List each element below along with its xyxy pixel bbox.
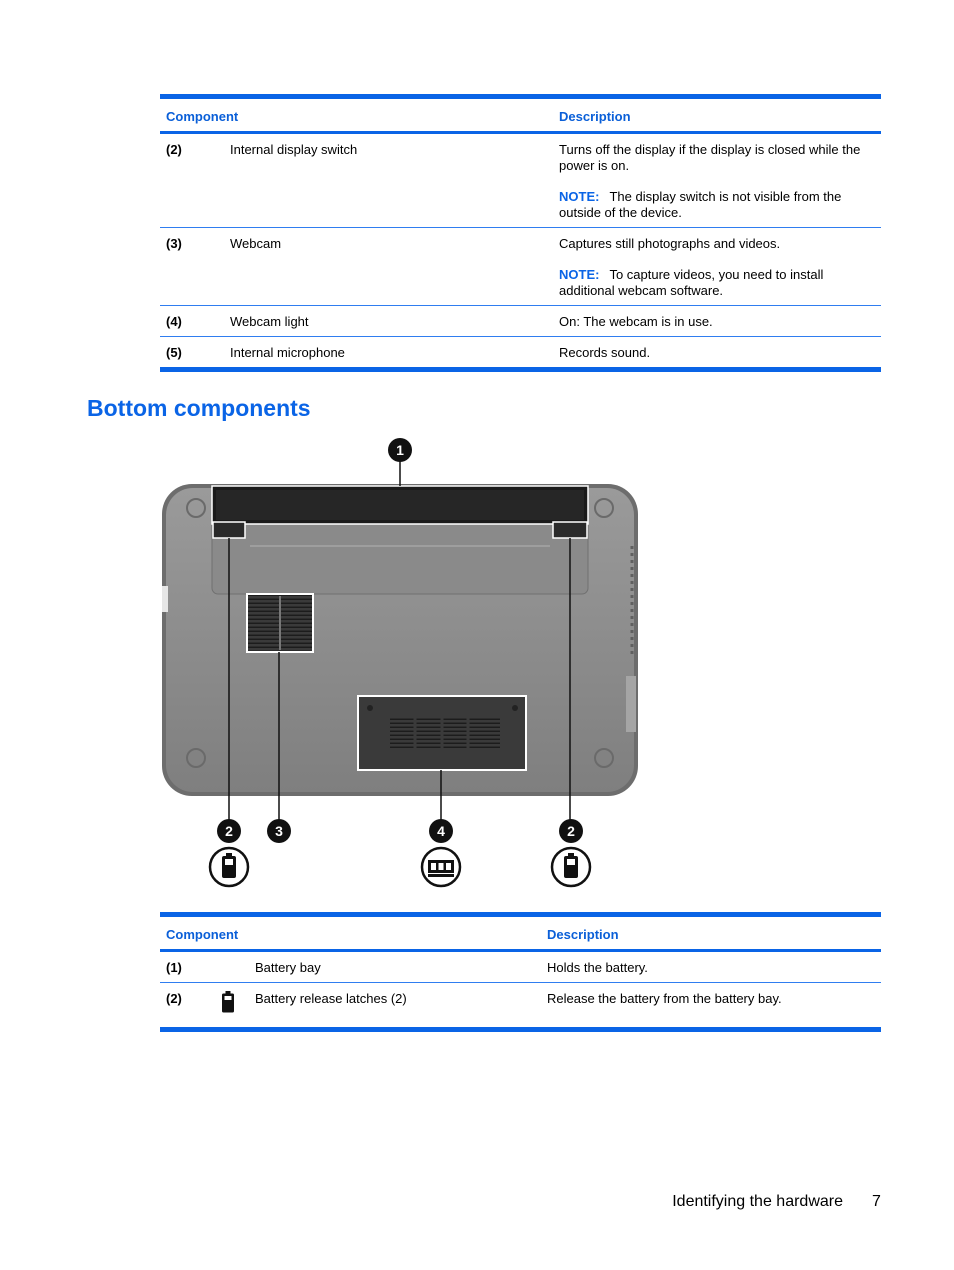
vent-small: [247, 594, 313, 652]
row-description: On: The webcam is in use.: [553, 306, 881, 337]
bottom-components-table: [160, 912, 881, 1032]
row-component: Webcam: [224, 228, 553, 306]
battery-icon: [221, 991, 235, 1013]
callout-2-left: [217, 819, 241, 843]
row-number: (2): [160, 133, 224, 228]
row-description: Release the battery from the battery bay.: [541, 983, 881, 1030]
memory-module-icon: [422, 848, 460, 886]
description-header: Description: [541, 915, 881, 951]
note-text: To capture videos, you need to install additional webcam software.: [559, 267, 824, 298]
note: [559, 189, 875, 221]
row-component: Internal display switch: [224, 133, 553, 228]
component-header: Component: [160, 915, 541, 951]
row-description: [553, 133, 881, 228]
callout-4-label: 4: [437, 823, 445, 839]
table-row: [160, 306, 881, 337]
callout-3: [267, 819, 291, 843]
row-component: Battery bay: [249, 951, 541, 983]
callout-2-left-label: 2: [225, 823, 233, 839]
component-header: Component: [160, 97, 553, 133]
memory-module-compartment: [358, 696, 526, 770]
battery-icon: [210, 848, 248, 886]
callout-2-right: [559, 819, 583, 843]
note-label: NOTE:: [559, 189, 600, 204]
table-header-row: [160, 97, 881, 133]
row-description: Records sound.: [553, 337, 881, 370]
top-components-table: [160, 94, 881, 372]
row-component: Internal microphone: [224, 337, 553, 370]
description-text: Turns off the display if the display is closed while the power is on.: [559, 142, 861, 173]
battery-release-latch-right: [553, 522, 587, 538]
table-row: [160, 337, 881, 370]
note: [559, 267, 875, 299]
table-row: [160, 133, 881, 228]
row-icon-cell: [205, 983, 249, 1030]
table-header-row: [160, 915, 881, 951]
row-number: (5): [160, 337, 224, 370]
row-number: (1): [160, 951, 205, 983]
footer-chapter-title: Identifying the hardware: [672, 1193, 843, 1210]
table-row: [160, 228, 881, 306]
note-text: The display switch is not visible from the outside of the device.: [559, 189, 842, 220]
note-label: NOTE:: [559, 267, 600, 282]
battery-release-latch-left: [213, 522, 245, 538]
callout-1: [388, 438, 412, 462]
row-component: Battery release latches (2): [249, 983, 541, 1030]
row-number: (4): [160, 306, 224, 337]
callout-3-label: 3: [275, 823, 283, 839]
row-icon-cell: [205, 951, 249, 983]
table-row: [160, 983, 881, 1030]
callout-1-label: 1: [396, 442, 404, 458]
row-description: Holds the battery.: [541, 951, 881, 983]
row-number: (3): [160, 228, 224, 306]
section-title: Bottom components: [87, 395, 311, 421]
page-number: 7: [872, 1193, 881, 1210]
battery-bay: [212, 486, 588, 524]
description-text: Captures still photographs and videos.: [559, 236, 781, 251]
row-description: [553, 228, 881, 306]
laptop-bottom-figure: [150, 436, 650, 896]
table-row: [160, 951, 881, 983]
callout-2-right-label: 2: [567, 823, 575, 839]
callout-4: [429, 819, 453, 843]
description-header: Description: [553, 97, 881, 133]
row-component: Webcam light: [224, 306, 553, 337]
row-number: (2): [160, 983, 205, 1030]
battery-icon: [552, 848, 590, 886]
